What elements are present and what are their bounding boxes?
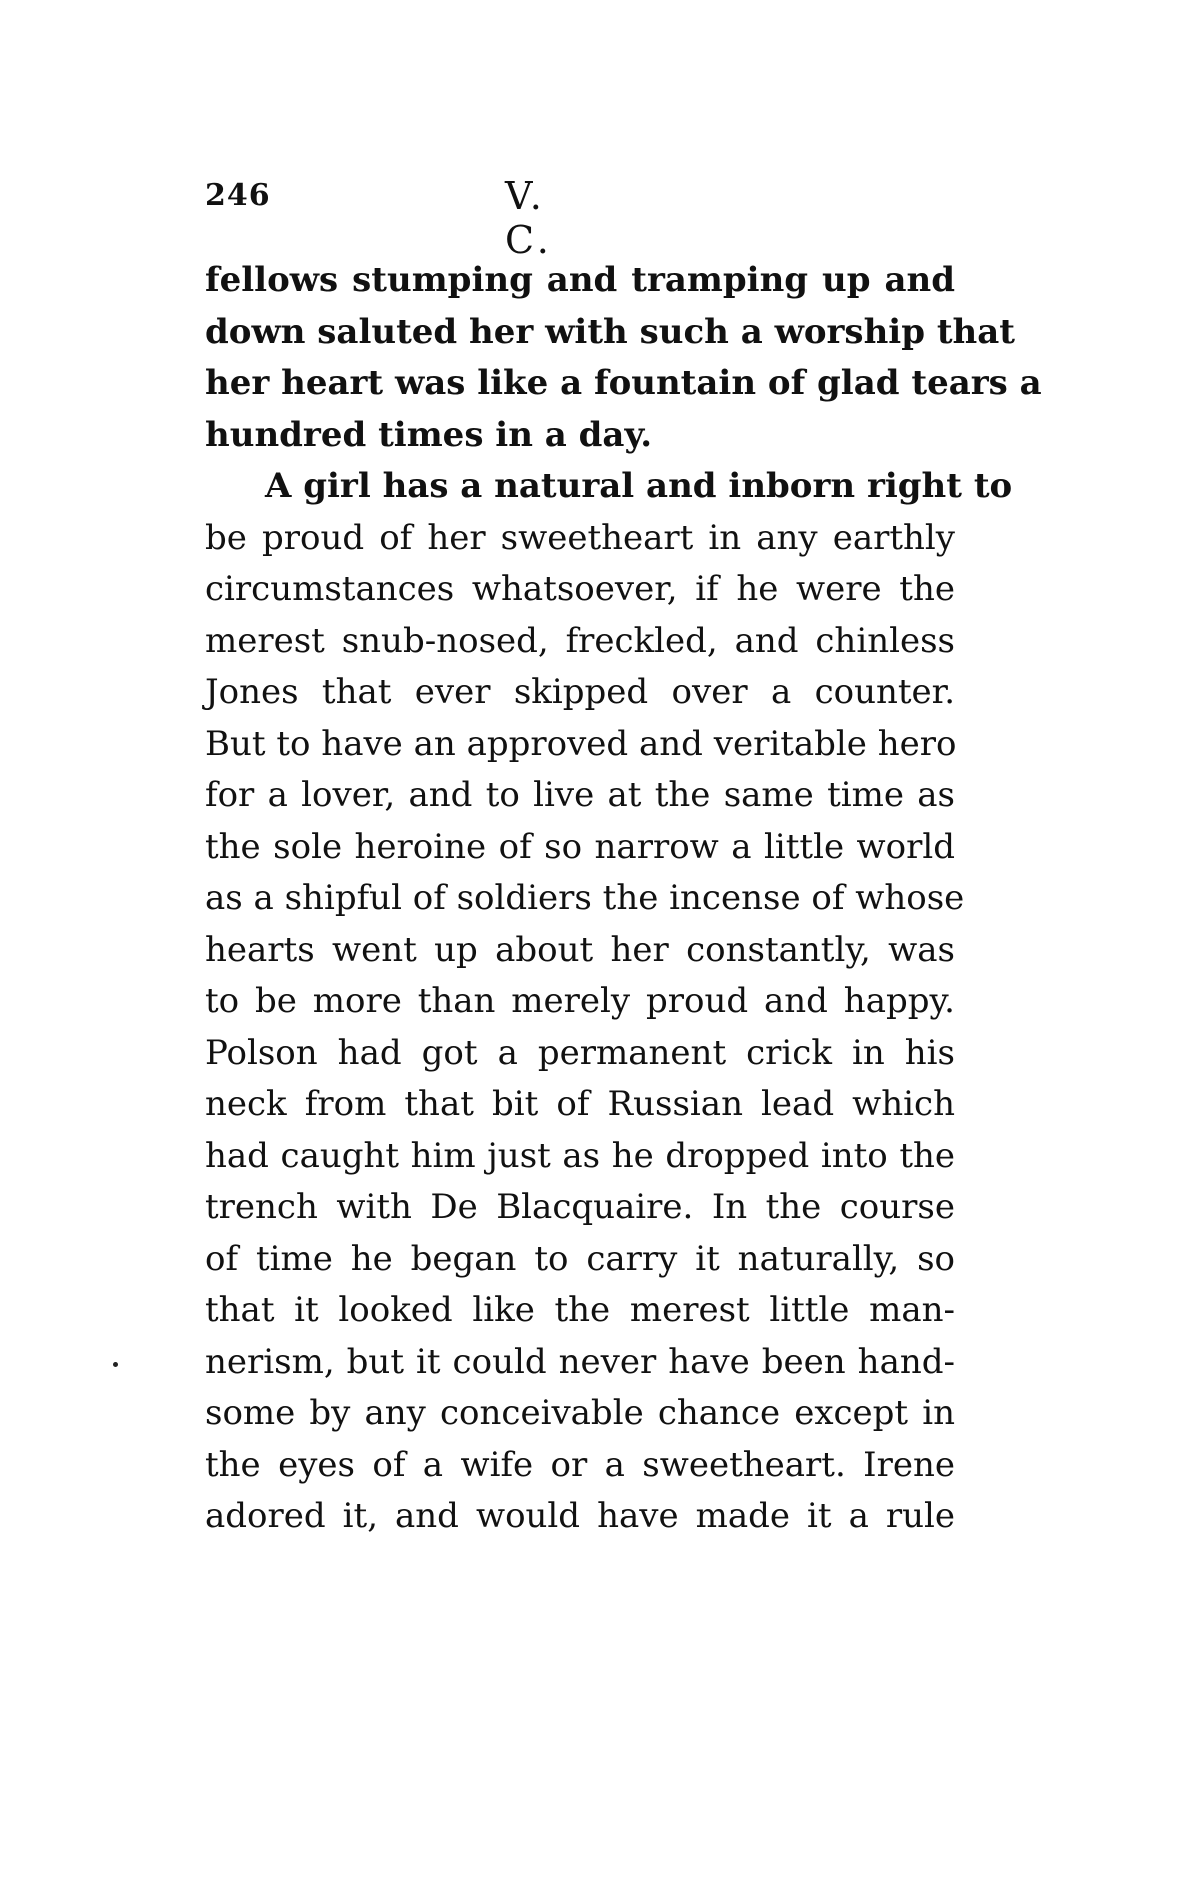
text-line: hundred times in a day. bbox=[205, 414, 653, 455]
text-line: Polson had got a permanent crick in his bbox=[205, 1032, 955, 1073]
text-line: neck from that bit of Russian lead which bbox=[205, 1084, 955, 1124]
text-line: hearts went up about her constantly, was bbox=[205, 929, 955, 970]
running-head: V. C. bbox=[505, 174, 553, 262]
text-line: her heart was like a fountain of glad tears a bbox=[205, 363, 1042, 403]
text-line: Jones that ever skipped over a counter. bbox=[205, 672, 955, 712]
text-line: merest snub-nosed, freckled, and chinless bbox=[205, 620, 955, 661]
text-line: for a lover, and to live at the same time as bbox=[205, 775, 955, 815]
text-line: the eyes of a wife or a sweetheart. Irene bbox=[205, 1444, 955, 1485]
text-line: that it looked like the merest little man- bbox=[205, 1290, 955, 1330]
text-line: down saluted her with such a worship that bbox=[205, 311, 1015, 352]
text-line: circumstances whatsoever, if he were the bbox=[205, 569, 955, 609]
text-line: But to have an approved and veritable hero bbox=[205, 723, 957, 764]
text-line: had caught him just as he dropped into the bbox=[205, 1135, 955, 1176]
body-text bbox=[205, 255, 1042, 1543]
page-header bbox=[205, 174, 605, 262]
stray-ink-mark bbox=[113, 1362, 118, 1367]
text-line: be proud of her sweetheart in any earthly bbox=[205, 517, 955, 558]
text-line: to be more than merely proud and happy. bbox=[205, 981, 955, 1021]
text-line: fellows stumping and tramping up and bbox=[205, 260, 955, 300]
page-number: 246 bbox=[205, 178, 271, 213]
text-line: of time he began to carry it naturally, so bbox=[205, 1238, 955, 1279]
text-line: as a shipful of soldiers the incense of whose bbox=[205, 878, 965, 918]
text-line: A girl has a natural and inborn right to bbox=[265, 466, 1013, 506]
text-line: the sole heroine of so narrow a little world bbox=[205, 826, 955, 867]
text-line: trench with De Blacquaire. In the course bbox=[205, 1187, 955, 1227]
text-line: nerism, but it could never have been hand- bbox=[205, 1341, 955, 1382]
text-line: some by any conceivable chance except in bbox=[205, 1393, 955, 1433]
text-line: adored it, and would have made it a rule bbox=[205, 1496, 955, 1536]
